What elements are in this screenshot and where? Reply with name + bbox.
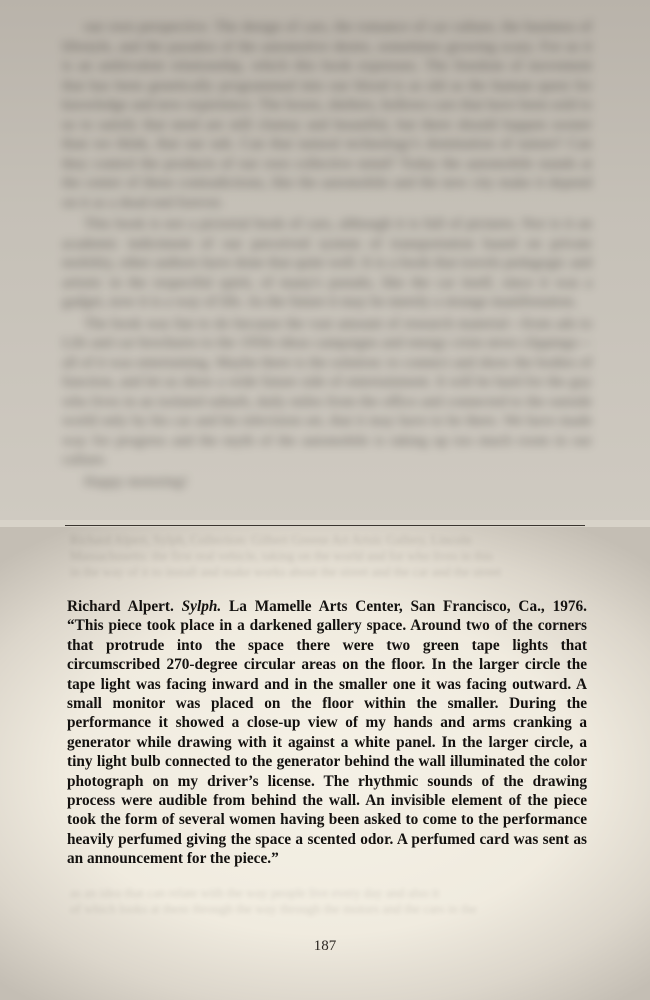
illegible-blurred-text: our own perspective. The design of cars, the romance of car culture, the business of lifestyle, and the paradox of the automotive desire, sometimes growing scary. For us it is an ambivalent relationship, which this book expresses. The freedom of movement that has been genetically programmed into our blood is as old as the human quest for knowledge and new experience. The boxes, shelters, hollows cars that have been sold to us to satisfy that need are still clumsy and beautiful, but there should happen sooner than we think, that our sub. Can that natural technology's domination of nature? Can they control the products of our own collective mind? Today the automobile stands at the center of these contradictions, like the automobile and the new city make it depend on it as a dead end forever. This book is not a pictorial book of cars, although it is full of pictures. Nor is it an academic indictment of our perceived system of transportation based on private mobility, other authors have done that quite well. It is a book that travels pedagogic and artistic in the respectful spirit, of many's pseudo, like the car itself, since it was a gadget, now it is a way of life. As the future it may be merely a strange manifestation. The book was fun to do because the vast amount of research material—from ads to Life and car brochures to the 1950s ideas campaigns and energy crisis news clippings—all of it was entertaining. Maybe there is the solution: to connect and show the bodies of function, and let us show a wide future side of entertainment. It will be hard for the guy who lives in an isolated suburb, daily miles from the office and connected to the outside world only by his car and his television set, that it may have to be there. We have made way for progress and the myth of the automobile is taking up too much room in our culture. Happy motoring! [62,19,592,490]
show-through-text-top: Richard Alpert, Sylph, Collection: Gilbert Greene Art Artsic Gallery, Lincoln Massachusetts: the first real vehicle, taking on the world and for who lives in this in the way of it to install and make works about the street and the car and the street [70,532,502,579]
artwork-entry [67,597,587,869]
section-divider-line [65,525,585,526]
artwork-title: Sylph. [181,598,222,615]
artwork-description: “This piece took place in a darkened gallery space. Around two of the corners that protrude into the space there were two green tape lights that circumscribed 270-degree circular areas on the floor. In the larger circle the tape light was facing inward and in the smaller one it was facing outward. A small monitor was placed on the floor within the smaller. During the performance it showed a close-up view of my hands and arms cranking a generator while drawing with it against a white panel. In the larger circle, a tiny light bulb connected to the generator behind the wall illuminated the color photograph on my driver’s license. The rhythmic sounds of the drawing process were audible from behind the wall. An invisible element of the piece took the form of several women having been asked to come to the performance heavily perfumed giving the space a scented odor. A perfumed card was sent as an announcement for the piece.” [67,617,587,868]
venue-and-year: La Mamelle Arts Center, San Francisco, Ca., 1976. [229,598,587,615]
show-through-text-bottom: as an idea that can relate with the way people live every day and also it of which looks at them through the way through the motors and the cars in the [70,885,477,916]
artist-name: Richard Alpert. [67,598,174,615]
page-number: 187 [313,938,337,954]
